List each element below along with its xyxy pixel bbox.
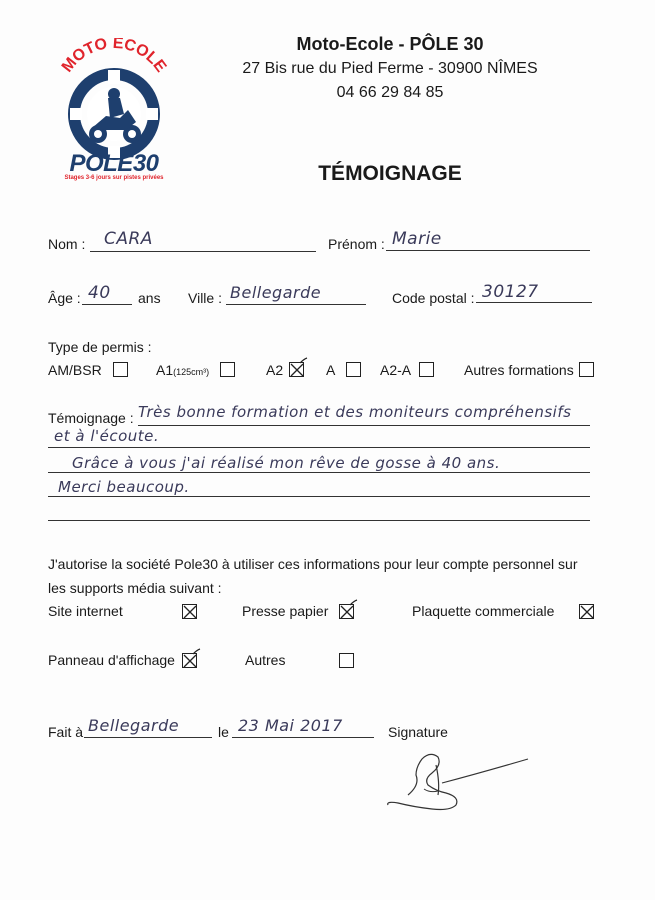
- temoignage-underline-1: [138, 425, 590, 426]
- age-field[interactable]: 40: [88, 283, 111, 303]
- media-panneau-label: Panneau d'affichage: [48, 652, 175, 668]
- logo-arc-text: MOTO ÉCOLE: [58, 38, 170, 76]
- temoignage-underline-4: [48, 496, 590, 497]
- permis-a1-checkbox[interactable]: [220, 362, 235, 377]
- check-mark-icon: [286, 358, 308, 380]
- media-plaquette-label: Plaquette commerciale: [412, 603, 555, 619]
- ville-underline: [226, 304, 366, 305]
- autorisation-text-1: J'autorise la société Pole30 à utiliser ces informations pour leur compte personnel sur: [48, 556, 578, 572]
- temoignage-underline-2: [48, 447, 590, 448]
- permis-a2-label: A2: [266, 362, 284, 378]
- media-presse-label: Presse papier: [242, 603, 329, 619]
- page-title: TÉMOIGNAGE: [318, 162, 462, 185]
- school-address: 27 Bis rue du Pied Ferme - 30900 NÎMES: [242, 60, 538, 77]
- temoignage-underline-3: [48, 472, 590, 473]
- fait-underline: [84, 737, 212, 738]
- media-panneau-checkbox[interactable]: [182, 653, 197, 668]
- media-autres-checkbox[interactable]: [339, 653, 354, 668]
- permis-a-checkbox[interactable]: [346, 362, 361, 377]
- temoignage-line-4[interactable]: Merci beaucoup.: [58, 478, 190, 496]
- ville-field[interactable]: Bellegarde: [230, 283, 322, 302]
- date-label: le: [218, 724, 229, 740]
- cp-field[interactable]: 30127: [482, 282, 539, 302]
- prenom-label: Prénom :: [328, 236, 385, 252]
- permis-am-checkbox[interactable]: [113, 362, 128, 377]
- permis-label: Type de permis :: [48, 339, 152, 355]
- ville-label: Ville :: [188, 290, 222, 306]
- autorisation-text-2: les supports média suivant :: [48, 580, 222, 596]
- check-mark-icon: [179, 649, 201, 671]
- cp-label: Code postal :: [392, 290, 475, 306]
- permis-a1-sub: (125cm³): [173, 367, 210, 377]
- school-phone: 04 66 29 84 85: [336, 84, 444, 101]
- date-underline: [232, 737, 374, 738]
- signature-image: [380, 745, 540, 820]
- nom-label: Nom :: [48, 236, 86, 252]
- nom-field[interactable]: CARA: [104, 229, 153, 249]
- signature-label: Signature: [388, 724, 448, 740]
- media-presse-checkbox[interactable]: [339, 604, 354, 619]
- permis-a2a-label: A2-A: [380, 362, 412, 378]
- temoignage-label: Témoignage :: [48, 410, 134, 426]
- check-mark-icon: [179, 600, 201, 622]
- fait-field[interactable]: Bellegarde: [88, 716, 180, 735]
- media-site-label: Site internet: [48, 603, 123, 619]
- media-site-checkbox[interactable]: [182, 604, 197, 619]
- permis-autres-checkbox[interactable]: [579, 362, 594, 377]
- permis-a1-text: A1: [156, 362, 174, 378]
- temoignage-line-2[interactable]: et à l'écoute.: [54, 427, 160, 445]
- permis-autres-label: Autres formations: [464, 362, 574, 378]
- permis-a2a-checkbox[interactable]: [419, 362, 434, 377]
- permis-a1-label: [156, 362, 209, 378]
- logo-brand: POLE30: [69, 150, 159, 177]
- age-underline: [82, 304, 132, 305]
- permis-am-label: AM/BSR: [48, 362, 102, 378]
- nom-underline: [90, 251, 316, 252]
- check-mark-icon: [336, 600, 358, 622]
- logo-tagline: Stages 3-6 jours sur pistes privées: [64, 175, 164, 181]
- prenom-field[interactable]: Marie: [392, 229, 442, 249]
- permis-a-label: A: [326, 362, 336, 378]
- temoignage-line-3[interactable]: Grâce à vous j'ai réalisé mon rêve de gosse à 40 ans.: [72, 454, 501, 472]
- age-unit: ans: [138, 290, 161, 306]
- prenom-underline: [386, 250, 590, 251]
- temoignage-line-1[interactable]: Très bonne formation et des moniteurs compréhensifs: [138, 403, 572, 421]
- school-name: Moto-Ecole - PÔLE 30: [296, 34, 484, 54]
- date-field[interactable]: 23 Mai 2017: [238, 716, 343, 735]
- fait-label: Fait à: [48, 724, 84, 740]
- media-autres-label: Autres: [245, 652, 286, 668]
- permis-a2-checkbox[interactable]: [289, 362, 304, 377]
- age-label: Âge :: [48, 290, 81, 306]
- check-mark-icon: [576, 600, 598, 622]
- cp-underline: [476, 302, 592, 303]
- media-plaquette-checkbox[interactable]: [579, 604, 594, 619]
- temoignage-underline-5: [48, 520, 590, 521]
